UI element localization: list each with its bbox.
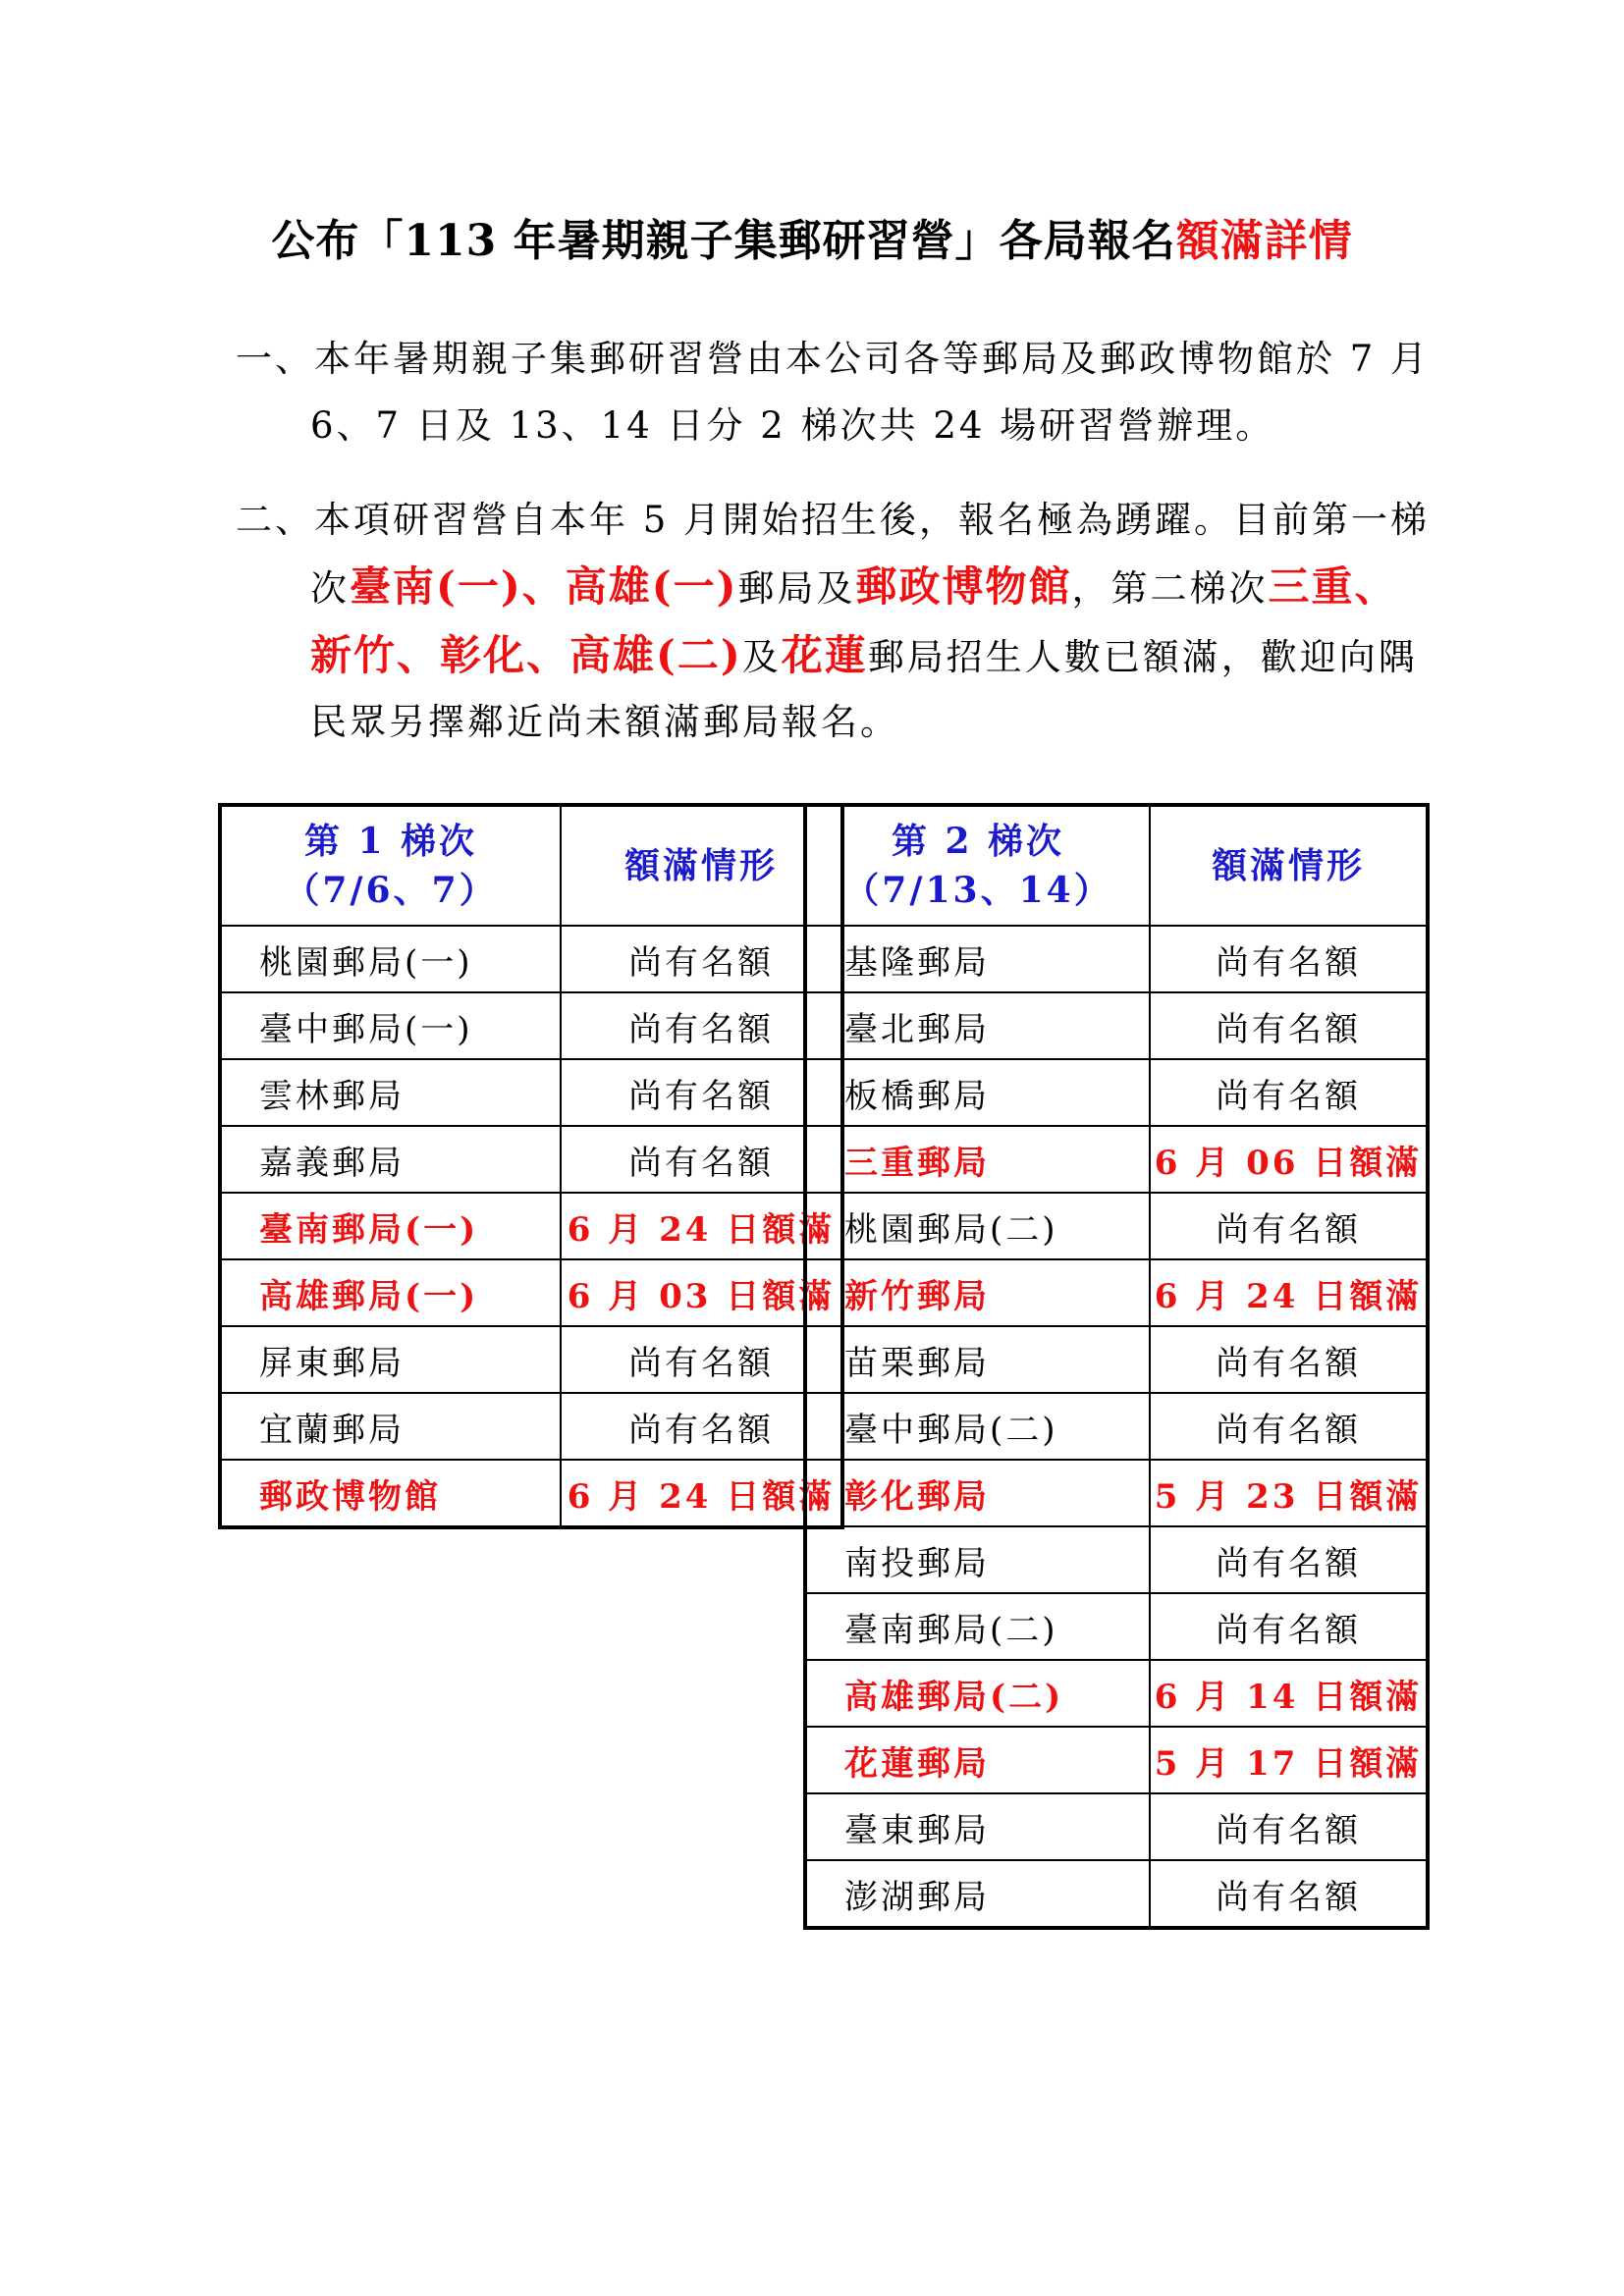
table-row: [805, 1593, 1428, 1660]
quota-status: 尚有名額: [1150, 1860, 1428, 1928]
office-name: 宜蘭郵局: [220, 1393, 561, 1460]
text: 次: [310, 567, 350, 610]
table-row: [220, 992, 842, 1059]
quota-status: 6 月 14 日額滿: [1150, 1660, 1428, 1727]
table-row: [805, 1326, 1428, 1393]
text: 及: [741, 636, 782, 678]
office-name: 桃園郵局(二): [805, 1193, 1150, 1259]
table-row: [220, 1393, 842, 1460]
quota-status: 6 月 06 日額滿: [1150, 1126, 1428, 1193]
batch-2-status-header: 額滿情形: [1150, 805, 1428, 926]
quota-status: 尚有名額: [1150, 1193, 1428, 1259]
highlight-batch2-offices: 新竹、彰化、高雄(二): [310, 631, 742, 679]
quota-status: 6 月 24 日額滿: [561, 1193, 842, 1259]
quota-status: 尚有名額: [1150, 926, 1428, 992]
office-name: 澎湖郵局: [805, 1860, 1150, 1928]
section-2-line-2: [310, 558, 1398, 616]
office-name: 臺北郵局: [805, 992, 1150, 1059]
table-row: [805, 1126, 1428, 1193]
quota-status: 尚有名額: [561, 1126, 842, 1193]
batch-1-table: [218, 803, 844, 1529]
office-name: 苗栗郵局: [805, 1326, 1150, 1393]
office-name: 臺中郵局(二): [805, 1393, 1150, 1460]
office-name: 彰化郵局: [805, 1460, 1150, 1526]
table-row: [220, 1326, 842, 1393]
table-row: [805, 1259, 1428, 1326]
quota-status: 5 月 23 日額滿: [1150, 1460, 1428, 1526]
table-row: [220, 1460, 842, 1527]
office-name: 雲林郵局: [220, 1059, 561, 1126]
batch-1-rows: [220, 926, 842, 1527]
quota-status: 尚有名額: [1150, 1793, 1428, 1860]
office-name: 郵政博物館: [220, 1460, 561, 1527]
table-row: [220, 1193, 842, 1259]
table-row: [805, 1193, 1428, 1259]
batch-1-dates: （7/6、7）: [284, 870, 498, 911]
office-name: 南投郵局: [805, 1526, 1150, 1593]
table-row: [805, 1660, 1428, 1727]
table-row: [220, 1059, 842, 1126]
table-row: [805, 1393, 1428, 1460]
quota-status: 5 月 17 日額滿: [1150, 1727, 1428, 1793]
office-name: 臺東郵局: [805, 1793, 1150, 1860]
table-row: [805, 1059, 1428, 1126]
quota-status: 尚有名額: [1150, 1326, 1428, 1393]
office-name: 臺南郵局(二): [805, 1593, 1150, 1660]
quota-status: 尚有名額: [1150, 1526, 1428, 1593]
office-name: 嘉義郵局: [220, 1126, 561, 1193]
quota-status: 尚有名額: [1150, 1593, 1428, 1660]
quota-status: 尚有名額: [561, 1326, 842, 1393]
highlight-sanchong: 三重、: [1268, 562, 1398, 611]
office-name: 花蓮郵局: [805, 1727, 1150, 1793]
quota-status: 6 月 24 日額滿: [561, 1460, 842, 1527]
section-2-line-3: [310, 626, 1418, 685]
batch-2-table: [803, 803, 1430, 1930]
quota-status: 尚有名額: [561, 992, 842, 1059]
office-name: 板橋郵局: [805, 1059, 1150, 1126]
table-row: [805, 1526, 1428, 1593]
office-name: 高雄郵局(二): [805, 1660, 1150, 1727]
highlight-batch1-offices: 臺南(一)、高雄(一): [350, 562, 738, 611]
quota-status: 尚有名額: [1150, 1059, 1428, 1126]
table-row: [805, 992, 1428, 1059]
table-row: [220, 1259, 842, 1326]
title-highlight: 額滿詳情: [1175, 216, 1353, 266]
table-row: [805, 1727, 1428, 1793]
text: 郵局招生人數已額滿，歡迎向隅: [867, 636, 1418, 678]
table-header-row: [220, 805, 842, 926]
office-name: 桃園郵局(一): [220, 926, 561, 992]
quota-status: 尚有名額: [1150, 992, 1428, 1059]
batch-2-dates: （7/13、14）: [843, 870, 1112, 911]
batch-1-label: 第 1 梯次: [303, 821, 478, 862]
office-name: 高雄郵局(一): [220, 1259, 561, 1326]
office-name: 屏東郵局: [220, 1326, 561, 1393]
quota-status: 尚有名額: [1150, 1393, 1428, 1460]
batch-2-header: [805, 805, 1150, 926]
quota-status: 尚有名額: [561, 1393, 842, 1460]
highlight-museum: 郵政博物館: [855, 562, 1072, 611]
text: 郵局及: [737, 567, 856, 610]
batch-2-label: 第 2 梯次: [891, 821, 1065, 862]
quota-status: 6 月 24 日額滿: [1150, 1259, 1428, 1326]
quota-status: 6 月 03 日額滿: [561, 1259, 842, 1326]
section-2-line-1: 二、本項研習營自本年 5 月開始招生後，報名極為踴躍。目前第一梯: [236, 499, 1431, 541]
office-name: 基隆郵局: [805, 926, 1150, 992]
batch-1-header: [220, 805, 561, 926]
table-row: [805, 926, 1428, 992]
section-1-line-1: 一、本年暑期親子集郵研習營由本公司各等郵局及郵政博物館於 7 月: [236, 338, 1431, 380]
section-1-line-2: 6、7 日及 13、14 日分 2 梯次共 24 場研習營辦理。: [310, 404, 1275, 447]
quota-status: 尚有名額: [561, 926, 842, 992]
table-row: [805, 1793, 1428, 1860]
office-name: 臺南郵局(一): [220, 1193, 561, 1259]
table-row: [805, 1860, 1428, 1928]
office-name: 新竹郵局: [805, 1259, 1150, 1326]
title-main: 公布「113 年暑期親子集郵研習營」各局報名: [271, 216, 1176, 266]
quota-status: 尚有名額: [561, 1059, 842, 1126]
section-2-line-4: 民眾另擇鄰近尚未額滿郵局報名。: [310, 701, 899, 743]
office-name: 臺中郵局(一): [220, 992, 561, 1059]
batch-2-rows: [805, 926, 1428, 1928]
table-header-row: [805, 805, 1428, 926]
text: ，第二梯次: [1071, 567, 1269, 610]
table-row: [220, 1126, 842, 1193]
highlight-hualien: 花蓮: [781, 631, 868, 679]
office-name: 三重郵局: [805, 1126, 1150, 1193]
table-row: [805, 1460, 1428, 1526]
batch-1-status-header: 額滿情形: [561, 805, 842, 926]
table-row: [220, 926, 842, 992]
page-title: [0, 206, 1624, 277]
